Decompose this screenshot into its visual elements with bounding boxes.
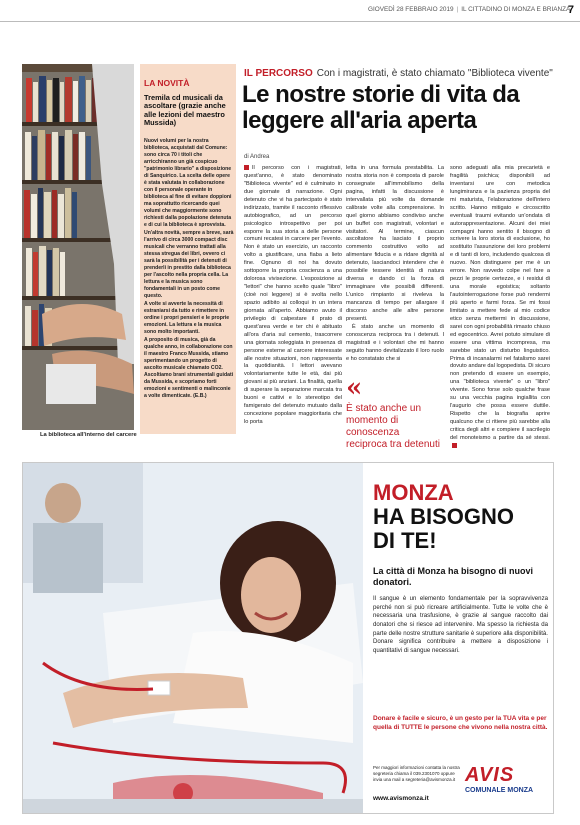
library-photo xyxy=(22,64,134,430)
kicker-label: IL PERCORSO xyxy=(244,68,313,79)
column-text: sono adeguati alla mia precarietà e fragilità psichica; disponibili ad inventarsi ure con metodica lungimiranza e la pazienza propria del mi maturista, l'elaborazione dell'intero scritto. Hanno mitigato e circoscritto eventuali traumi evitando un'ondata di autorappresentazione. Alcuni dei miei compagni hanno sentito il bisogno di scrivere la loro storia di esclusione, ho sostituito l'assunzione dei loro problemi e di tanti di loro, includendo qualcosa di nuovo. Non distinguere per me è un errore. Non ravvedo colpe nel fare a pezzi le proprie certezze, e i residui di una morale egoistica; soltanto l'autointerrogazione forse può rendermi più aperto e farmi forza. Se mi fossi limitato a mettere fede al mio codice etico senza mettermi in discussione, sarei con ogni probabilità rimasto chiuso ed egocentrico. Avrei potuto simulare di essere una vittima incompresa, ma sarebbe stato un disturbo linguistico. Prima di incanalarmi nel fatalismo sarei dovuto andare dal logopedista. Di sicuro non pretendo di essere un esempio, una "biblioteca vivente" o un "libro" vivente. Sono forse solo qualche frase su una vecchia pagina ingiallita con l'augurio che possa essere duttile. Rispetto che la biografia aprire qualcuno che ci ritiene più sarebbe alla critica degli altri e compiere il sacrilegio del monoteismo a partire da sé stessi. xyxy=(450,165,550,441)
issue-date: GIOVEDÌ 28 FEBBRAIO 2019 xyxy=(368,6,454,13)
avis-advertisement xyxy=(22,462,554,814)
article-column-3 xyxy=(450,165,550,451)
bookshelf-illustration xyxy=(22,64,134,430)
sidebar-paragraph: Nuovi volumi per la nostra biblioteca, acquistati dal Comune: sono circa 70 i titoli che arricchiranno un già cospicuo "patrimonio librario" a disposizione di Sanquirico. La scelta delle opere è stata valutata in collaborazione con il personale operante in biblioteca al fine di evitare doppioni ma soprattutto ricercando quei volumi che maggiormente sono richiesti dalla popolazione detenuta e di cui la biblioteca è sprovvista. xyxy=(144,138,232,228)
article-headline: Le nostre storie di vita da leggere all'aria aperta xyxy=(242,81,520,135)
ad-headline xyxy=(373,481,548,552)
avis-logo xyxy=(465,765,549,794)
sidebar-paragraph: A proposito di musica, già da qualche anno, in collaborazione con il maestro Franco Mussida, stiamo sperimentando un progetto di ascolto musicale chiamato CO2. Ascoltiamo brani strumentali guidati da Mussida, e scopriamo forti emozioni e sentimenti o malinconie a volte dimenticate. (E.B.) xyxy=(144,337,234,399)
quote-mark-icon: « xyxy=(346,373,363,403)
end-of-article-marker xyxy=(452,443,457,448)
column-text: letta in una formula prestabilita. La nostra storia non è composta di parole consegnate all'immobilismo della pagina, infatti la discussione è intervallata più volte da domande calibrate volte alla comprensione. In quel giorno abbiamo condiviso anche un buffet con magistrati, volontari e visitatori. Al termine, ciascun ascoltatore ha lasciato il proprio commento costruttivo volto ad alimentare fiducia e a ridare dignità al detenuto, lasciandoci intendere che è possibile tessere identità di natura diversa e dando ci la forza di immaginare vite possibili differenti. L'unico rimpianto si riveleva la mancanza di tempo per allargare il discorso anche alle altre persone presenti. xyxy=(346,165,444,322)
page-number: 7 xyxy=(567,4,574,16)
pull-quote xyxy=(346,373,442,451)
avis-logo-subtitle: COMUNALE MONZA xyxy=(465,787,534,794)
kicker-subtitle: Con i magistrati, è stato chiamato "Biblioteca vivente" xyxy=(316,68,553,79)
column-text: Il percorso con i magistrati, quest'anno, è stato denominato "Biblioteca vivente" ed è culminato in due giornate di narrazione. Ogni detenuto che vi ha partecipato è stato indirizzato, tramite il racconto riflessivo autobiografico, ad un percorso psicologico introspettivo per poi esporre la sua storia a delle persone comuni recatesi in carcere per l'evento. Non è stato un esercizio, un racconto volto a giustificare, una fiaba a lieto fine. Ognuno di noi ha dovuto sottoporre la propria coscienza a una dolorosa vivisezione. L'esposizione ai "lettori" che hanno scelto quale "libro" (cioè noi leggere) si è svolta nello spazio adibito ai colloqui in un intera giornata all'aperto. Abbiamo avuto il privilegio di calpestare il prato di quest'area verde e ter chi è abituato all'ora d'aria sul cemento, trascorrere una giornata soleggiata in presenza di persone esterne al carcere interessate alle nostre situazioni, non rappresenta la quotidianità. I lettori avevano volontariamente tutte le età, dai più giovani ai più anziani. La finalità, quella di superare la separazione marcata tra buoni e cattivi e lo stereotipo del famigerato del detenuto mutuato dalla concezione popolare maggioritaria che lo porta xyxy=(244,165,342,425)
article-byline: di Andrea xyxy=(244,154,270,160)
article-kicker xyxy=(244,68,553,79)
newspaper-name: IL CITTADINO DI MONZA E BRIANZA xyxy=(461,6,571,13)
donor-illustration xyxy=(23,463,363,813)
page-header: GIOVEDÌ 28 FEBBRAIO 2019 | IL CITTADINO DI MONZA E BRIANZA 7 xyxy=(368,4,574,16)
sidebar-body xyxy=(144,138,234,401)
pull-quote-text: È stato anche un momento di conoscenza reciproca tra detenuti xyxy=(346,402,440,450)
ad-text-panel xyxy=(363,463,553,813)
ad-subtitle: La città di Monza ha bisogno di nuovi donatori. xyxy=(373,566,534,587)
ad-headline-city: MONZA xyxy=(373,480,454,505)
article-column-1 xyxy=(244,165,342,427)
ad-headline-line: HA BISOGNO xyxy=(373,503,514,529)
ad-headline-line: DI TE! xyxy=(373,527,437,553)
ad-contact-info: Per maggiori informazioni contatta la nostra segreteria chiama il 039.2301070 oppure invia una mail a segreteria@avismonza.it xyxy=(373,765,460,783)
sidebar-box xyxy=(140,64,236,434)
sidebar-kicker: LA NOVITÀ xyxy=(144,78,190,88)
column-text: È stato anche un momento di conoscenza reciproca tra i detenuti. I magistrati e i volontari che mi hanno seguito hanno devitalizzato il loro ruolo e ho constatato che si xyxy=(346,323,444,362)
blood-donor-photo xyxy=(23,463,363,813)
sidebar-title: Tremila cd musicali da ascoltare (grazie anche alle lezioni del maestro Mussida) xyxy=(144,93,226,127)
sidebar-paragraph: Un'altra novità, sempre a breve, sarà l'arrivo di circa 3000 compact disc musicali che verranno trattati alla stessa stregua dei libri, ovvero ci sarà la possibilità per i detenuti di prenderli in prestito dalla biblioteca per l'ascolto nella propria cella. La lettura e la musica sono fondamentali in un posto come questo. xyxy=(144,230,234,299)
ad-website: www.avismonza.it xyxy=(373,795,429,802)
avis-logo-word: AVIS xyxy=(465,764,515,786)
photo-caption: La biblioteca all'interno del carcere xyxy=(40,432,137,438)
article-column-2 xyxy=(346,165,444,363)
sidebar-paragraph: A volte si avverte la necessità di estraniarsi da tutto e rimettere in ordine i propri pensieri e le proprie emozioni. La lettura e la musica sono molto importanti. xyxy=(144,301,230,335)
ad-body-text: Il sangue è un elemento fondamentale per la sopravvivenza perché non si può ricreare artificialmente. Tutte le volte che è necessaria una trasfusione, è grazie al sangue raccolto dai donatori che si riesce ad intervenire. Ma spesso la richiesta da parte delle nostre strutture sanitarie è superiore alla disponibilità. Donare significa contribuire a mettere a disposizione i quantitativi di sangue necessari. xyxy=(373,595,548,654)
header-divider xyxy=(0,21,580,22)
lead-marker xyxy=(244,165,249,170)
ad-call-to-action: Donare è facile e sicuro, è un gesto per la TUA vita e per quella di TUTTE le persone che vivono nella nostra città. xyxy=(373,715,548,731)
photo-footer-band xyxy=(23,799,363,813)
